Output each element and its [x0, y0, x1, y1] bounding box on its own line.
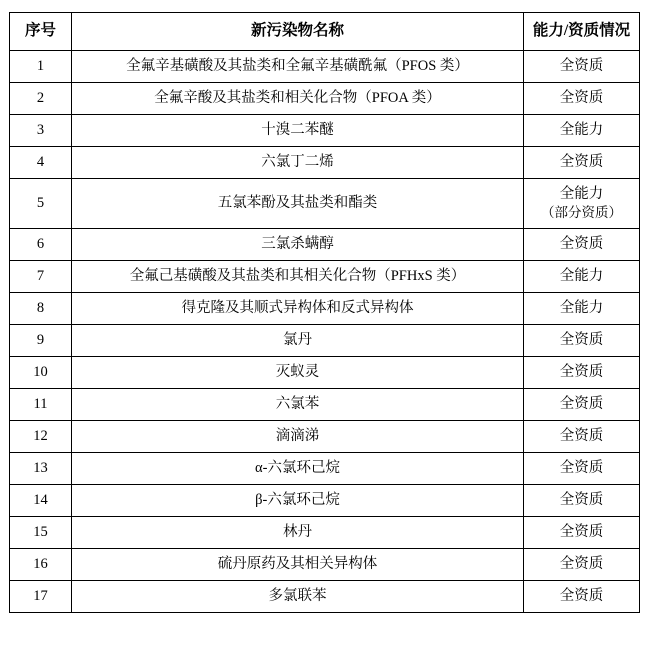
table-row: [10, 261, 640, 293]
column-header-name: 新污染物名称: [72, 13, 524, 51]
column-header-index: 序号: [10, 13, 72, 51]
cell-capability: 全资质: [524, 389, 640, 421]
cell-index: 8: [10, 293, 72, 325]
cell-name: 五氯苯酚及其盐类和酯类: [72, 179, 524, 229]
cell-name: 十溴二苯醚: [72, 115, 524, 147]
cell-name: 多氯联苯: [72, 581, 524, 613]
cell-index: 6: [10, 229, 72, 261]
table-row: [10, 325, 640, 357]
cell-name: β-六氯环己烷: [72, 485, 524, 517]
cell-index: 5: [10, 179, 72, 229]
cell-capability-line2: （部分资质）: [541, 205, 622, 221]
cell-capability: 全资质: [524, 581, 640, 613]
cell-capability: 全能力: [524, 115, 640, 147]
cell-index: 3: [10, 115, 72, 147]
cell-capability: 全资质: [524, 517, 640, 549]
cell-name: 滴滴涕: [72, 421, 524, 453]
table-row: [10, 453, 640, 485]
cell-capability: 全资质: [524, 485, 640, 517]
cell-index: 2: [10, 83, 72, 115]
cell-capability: 全资质: [524, 453, 640, 485]
table-row: [10, 179, 640, 229]
cell-name: 三氯杀螨醇: [72, 229, 524, 261]
cell-name: 得克隆及其顺式异构体和反式异构体: [72, 293, 524, 325]
cell-capability: 全资质: [524, 229, 640, 261]
table-row: [10, 147, 640, 179]
cell-name: 硫丹原药及其相关异构体: [72, 549, 524, 581]
cell-index: 4: [10, 147, 72, 179]
cell-name: 灭蚁灵: [72, 357, 524, 389]
table-row: [10, 421, 640, 453]
cell-capability: 全能力: [524, 261, 640, 293]
cell-name: 林丹: [72, 517, 524, 549]
cell-capability: 全资质: [524, 325, 640, 357]
table-row: [10, 115, 640, 147]
cell-index: 10: [10, 357, 72, 389]
table-row: [10, 83, 640, 115]
cell-index: 9: [10, 325, 72, 357]
cell-index: 7: [10, 261, 72, 293]
cell-capability: 全资质: [524, 421, 640, 453]
cell-index: 1: [10, 51, 72, 83]
cell-capability: [524, 179, 640, 229]
table-row: [10, 517, 640, 549]
cell-name: 六氯丁二烯: [72, 147, 524, 179]
cell-capability: 全资质: [524, 51, 640, 83]
table-row: [10, 293, 640, 325]
table-row: [10, 229, 640, 261]
cell-name: 全氟辛酸及其盐类和相关化合物（PFOA 类）: [72, 83, 524, 115]
cell-index: 13: [10, 453, 72, 485]
table-row: [10, 485, 640, 517]
cell-index: 12: [10, 421, 72, 453]
table-row: [10, 51, 640, 83]
cell-capability: 全资质: [524, 549, 640, 581]
cell-capability: 全能力: [524, 293, 640, 325]
cell-index: 15: [10, 517, 72, 549]
table-row: [10, 389, 640, 421]
table-row: [10, 549, 640, 581]
cell-capability: 全资质: [524, 147, 640, 179]
cell-capability-line1: 全能力: [559, 185, 604, 202]
cell-capability: 全资质: [524, 83, 640, 115]
cell-name: α-六氯环己烷: [72, 453, 524, 485]
cell-name: 全氟己基磺酸及其盐类和其相关化合物（PFHxS 类）: [72, 261, 524, 293]
cell-index: 11: [10, 389, 72, 421]
table-header: [10, 13, 640, 51]
column-header-capability: 能力/资质情况: [524, 13, 640, 51]
cell-name: 六氯苯: [72, 389, 524, 421]
cell-index: 17: [10, 581, 72, 613]
cell-index: 16: [10, 549, 72, 581]
cell-name: 氯丹: [72, 325, 524, 357]
cell-name: 全氟辛基磺酸及其盐类和全氟辛基磺酰氟（PFOS 类）: [72, 51, 524, 83]
cell-index: 14: [10, 485, 72, 517]
table-row: [10, 581, 640, 613]
table-body: [10, 51, 640, 613]
table-row: [10, 357, 640, 389]
cell-capability: 全资质: [524, 357, 640, 389]
new-pollutants-table: [9, 12, 640, 613]
table-header-row: [10, 13, 640, 51]
